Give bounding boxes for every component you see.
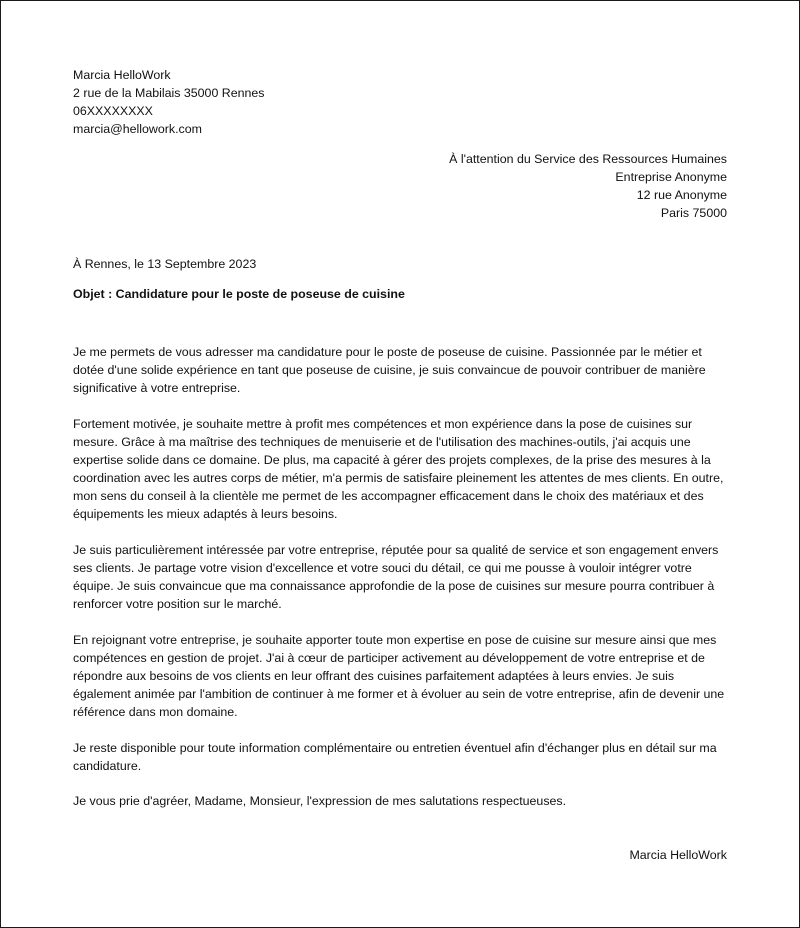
body-paragraph-availability: Je reste disponible pour toute information complémentaire ou entretien éventuel afin d'échanger plus en détail sur ma candidature. xyxy=(73,741,717,773)
date-line: À Rennes, le 13 Septembre 2023 xyxy=(73,257,257,271)
body-paragraph-skills: Fortement motivée, je souhaite mettre à profit mes compétences et mon expérience dans la pose de cuisines sur mesure. Grâce à ma maîtrise des techniques de menuiserie et de l'utilisation des machines-outils, j'ai acquis une expertise solide dans ce domaine. De plus, ma capacité à gérer des projets complexes, de la prise des mesures à la coordination avec les autres corps de métier, m'a permis de satisfaire pleinement les attentes de mes clients. En outre, mon sens du conseil à la clientèle me permet de les accompagner efficacement dans le choix des matériaux et des équipements les mieux adaptés à leurs besoins. xyxy=(73,417,724,521)
recipient-attention: À l'attention du Service des Ressources Humaines xyxy=(449,152,727,166)
sender-block xyxy=(73,66,265,138)
sender-phone: 06XXXXXXXX xyxy=(73,104,153,118)
body-paragraph-motivation: Je suis particulièrement intéressée par votre entreprise, réputée pour sa qualité de service et son engagement envers ses clients. Je partage votre vision d'excellence et votre souci du détail, ce qui me pousse à vouloir intégrer votre équipe. Je suis convaincue que ma connaissance approfondie de la pose de cuisines sur mesure pourra contribuer à renforcer votre position sur le marché. xyxy=(73,543,719,611)
sender-email: marcia@hellowork.com xyxy=(73,122,202,136)
subject-line: Objet : Candidature pour le poste de poseuse de cuisine xyxy=(73,287,405,301)
letter-body xyxy=(73,343,733,793)
sender-address: 2 rue de la Mabilais 35000 Rennes xyxy=(73,86,265,100)
body-paragraph-intro: Je me permets de vous adresser ma candidature pour le poste de poseuse de cuisine. Passionnée par le métier et dotée d'une solide expérience en tant que poseuse de cuisine, je suis convaincue de pouvoir contribuer de manière significative à votre entreprise. xyxy=(73,345,706,395)
recipient-city: Paris 75000 xyxy=(660,206,727,220)
closing-formula: Je vous prie d'agréer, Madame, Monsieur, l'expression de mes salutations respectueuses. xyxy=(73,794,567,808)
body-paragraph-contribution: En rejoignant votre entreprise, je souhaite apporter toute mon expertise en pose de cuisine sur mesure ainsi que mes compétences en gestion de projet. J'ai à cœur de participer activement au développement de votre entreprise et de répondre aux besoins de vos clients en leur offrant des cuisines parfaitement adaptées à leurs envies. Je suis également animée par l'ambition de continuer à me former et à évoluer au sein de votre entreprise, afin de devenir une référence dans mon domaine. xyxy=(73,633,725,719)
recipient-company: Entreprise Anonyme xyxy=(615,170,727,184)
sender-name: Marcia HelloWork xyxy=(73,68,171,82)
recipient-street: 12 rue Anonyme xyxy=(636,188,727,202)
signature: Marcia HelloWork xyxy=(629,848,727,862)
recipient-block xyxy=(449,150,727,222)
